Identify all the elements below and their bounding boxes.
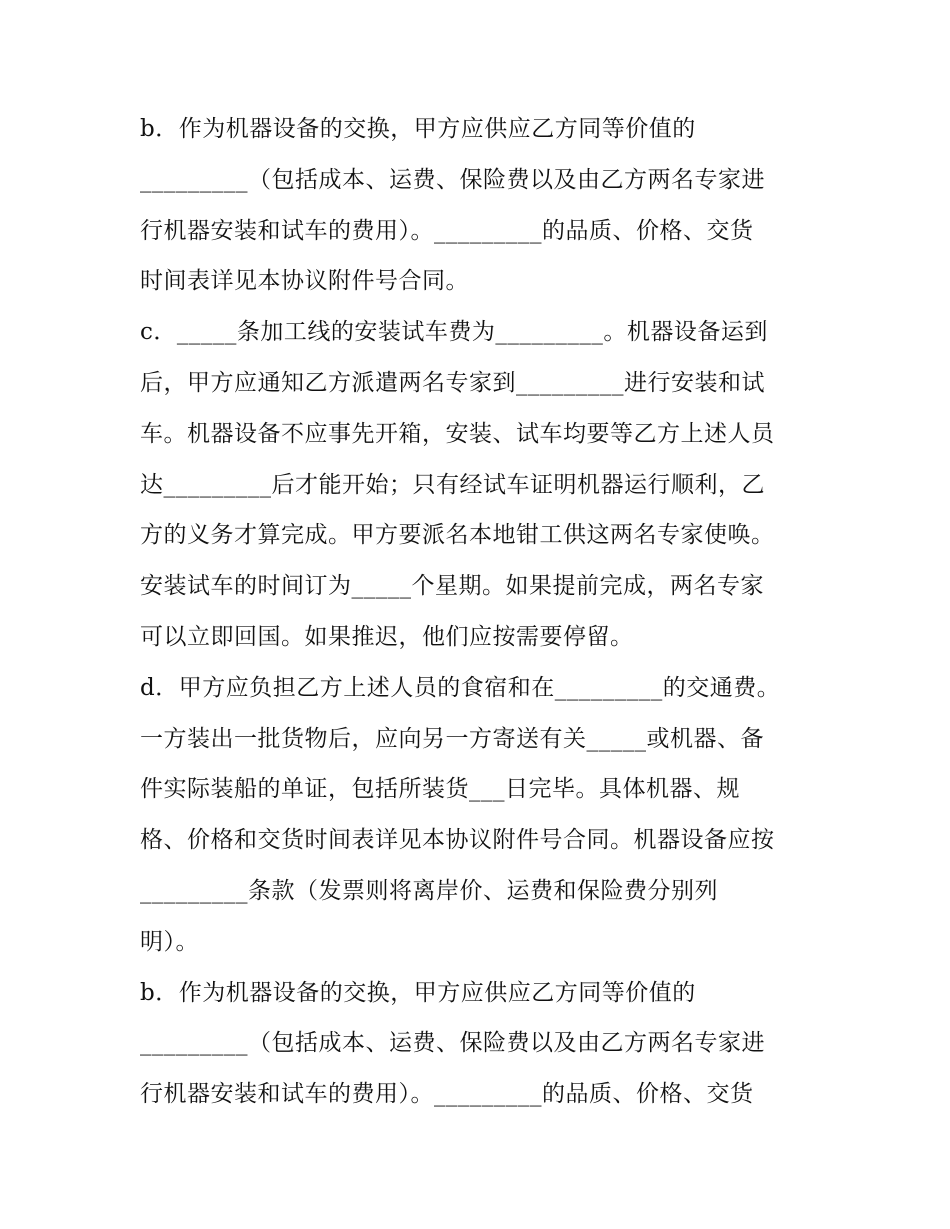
text-line: _________条款（发票则将离岸价、运费和保险费分别列 [140,877,718,904]
text-line: 格、价格和交货时间表详见本协议附件号合同。机器设备应按 [140,827,775,854]
text-line: 后，甲方应通知乙方派遣两名专家到_________进行安装和试 [140,369,765,396]
text-line: c．_____条加工线的安装试车费为_________。机器设备运到 [140,319,768,346]
text-line: 件实际装船的单证，包括所装货___日完毕。具体机器、规 [140,776,740,803]
text-line: 时间表详见本协议附件号合同。 [140,268,469,295]
text-line: 方的义务才算完成。甲方要派名本地钳工供这两名专家使唤。 [140,522,775,549]
text-line: _________（包括成本、运费、保险费以及由乙方两名专家进 [140,1030,765,1057]
text-line: 安装试车的时间订为_____个星期。如果提前完成，两名专家 [140,573,764,600]
text-line: 行机器安装和试车的费用）。_________的品质、价格、交货 [140,217,754,244]
text-line: 达_________后才能开始；只有经试车证明机器运行顺利，乙 [140,471,765,498]
text-line: 明）。 [140,928,199,955]
text-line: 行机器安装和试车的费用）。_________的品质、价格、交货 [140,1081,754,1108]
text-line: b．作为机器设备的交换，甲方应供应乙方同等价值的 [140,116,696,142]
text-line: 可以立即回国。如果推迟，他们应按需要停留。 [140,623,634,650]
text-line: _________（包括成本、运费、保险费以及由乙方两名专家进 [140,166,765,193]
text-line: 一方装出一批货物后，应向另一方寄送有关_____或机器、备 [140,725,764,752]
text-line: d．甲方应负担乙方上述人员的食宿和在_________的交通费。 [140,674,781,701]
text-line: 车。机器设备不应事先开箱，安装、试车均要等乙方上述人员 [140,420,775,447]
text-line: b．作为机器设备的交换，甲方应供应乙方同等价值的 [140,979,696,1006]
document-body [140,104,830,1120]
